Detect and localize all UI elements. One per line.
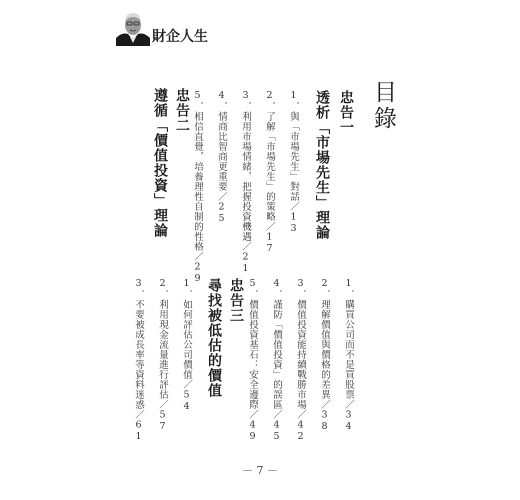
toc-entry[interactable]: 5．相信直覺，培養理性自制的性格／29: [192, 90, 203, 285]
portrait-photo: [116, 10, 150, 46]
chapter-1-title: 透析「市場先生」理論: [314, 90, 330, 240]
toc-entry[interactable]: 1．購買公司而不是買股票／34: [343, 278, 354, 433]
toc-entry[interactable]: 2．利用現金流量進行評估／57: [157, 278, 168, 433]
toc-entry[interactable]: 5．價值投資基石：安全邊際／49: [247, 278, 258, 443]
toc-entry[interactable]: 1．與「市場先生」對話／13: [288, 90, 299, 235]
toc-entry[interactable]: 1．如何評估公司價值／54: [181, 278, 192, 413]
chapter-3-title: 尋找被低估的價值: [206, 278, 222, 398]
chapter-3-label: 忠告三: [228, 278, 244, 323]
toc-entry[interactable]: 3．不要被成長率等資料迷惑／61: [133, 278, 144, 443]
toc-entry[interactable]: 2．了解「市場先生」的策略／17: [264, 90, 275, 255]
chapter-2-label: 忠告二: [174, 88, 190, 133]
toc-entry[interactable]: 4．情商比智商更重要／25: [216, 90, 227, 225]
toc-entry[interactable]: 4．謹防「價值投資」的誤區／45: [271, 278, 282, 443]
chapter-1-label: 忠告一: [338, 90, 354, 135]
page-number: － 7 －: [242, 464, 278, 477]
chapter-2-title: 遵循「價值投資」理論: [152, 88, 168, 238]
toc-entry[interactable]: 3．利用市場情緒，把握投資機遇／21: [240, 90, 251, 275]
book-series-title: 財企人生: [152, 29, 208, 45]
running-header: [116, 10, 208, 46]
toc-title: 目錄: [370, 80, 396, 132]
toc-entry[interactable]: 3．價值投資能持續戰勝市場／42: [295, 278, 306, 443]
toc-entry[interactable]: 2．理解價值與價格的差異／38: [319, 278, 330, 433]
